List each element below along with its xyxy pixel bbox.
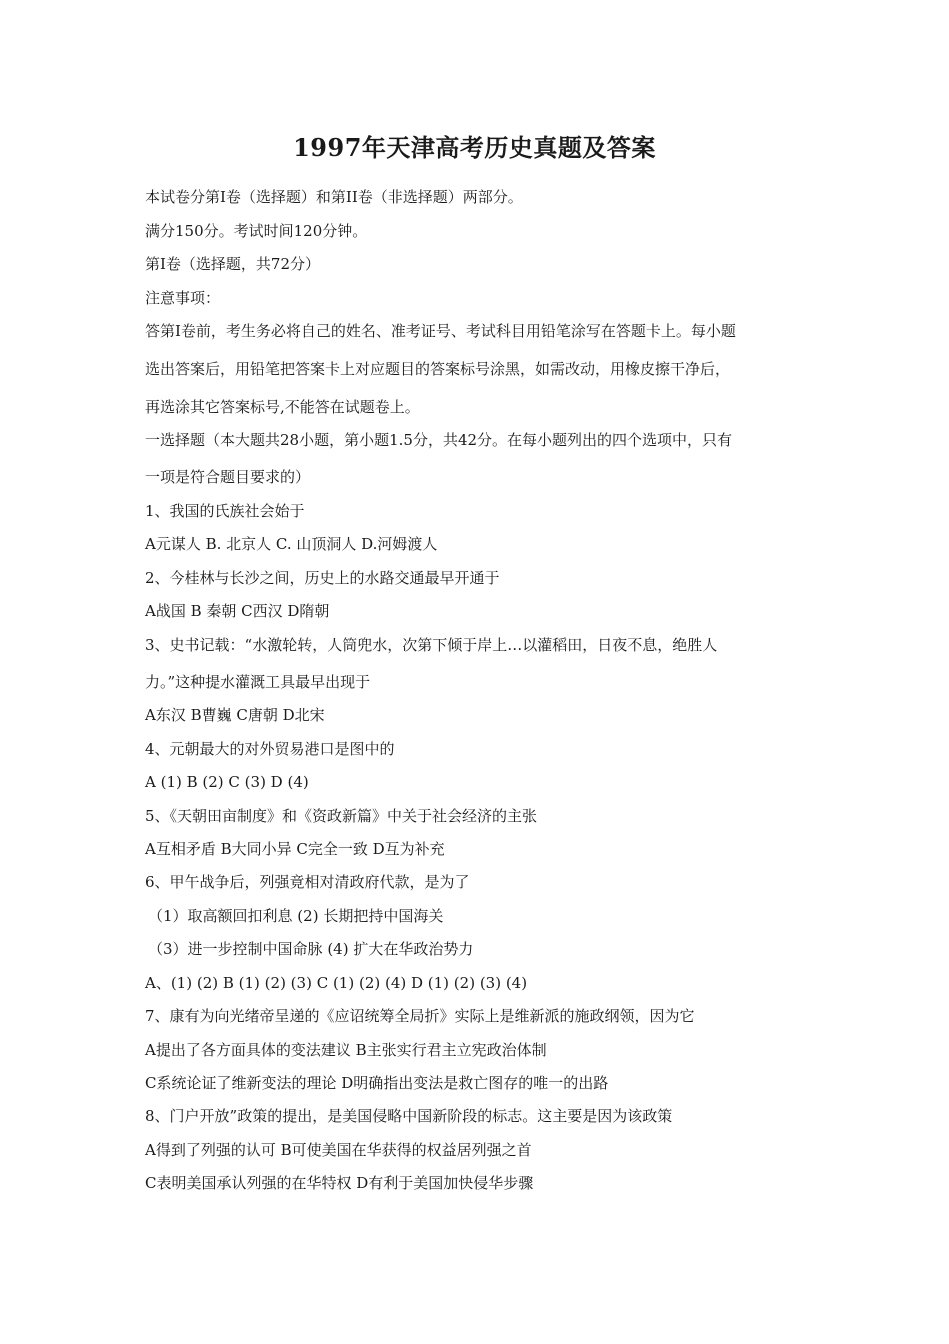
question-options: C系统论证了维新变法的理论 D明确指出变法是救亡图存的唯一的出路 (145, 1074, 609, 1092)
question-stem: 1、我国的氏族社会始于 (145, 502, 305, 520)
question-options: A互相矛盾 B大同小异 C完全一致 D互为补充 (145, 840, 445, 858)
notice-line: 选出答案后，用铅笔把答案卡上对应题目的答案标号涂黑，如需改动，用橡皮擦干净后， (145, 360, 731, 378)
question-item: （1）取高额回扣利息 (2) 长期把持中国海关 (148, 907, 444, 925)
section-heading: 第I卷（选择题，共72分） (145, 255, 321, 273)
document-title: 1997年天津高考历史真题及答案 (293, 133, 656, 162)
question-options: A得到了列强的认可 B可使美国在华获得的权益居列强之首 (145, 1141, 532, 1159)
question-item: （3）进一步控制中国命脉 (4) 扩大在华政治势力 (148, 940, 474, 958)
question-stem: 8、门户开放”政策的提出，是美国侵略中国新阶段的标志。这主要是因为该政策 (145, 1107, 673, 1125)
notice-line: 再选涂其它答案标号,不能答在试题卷上。 (145, 398, 420, 416)
question-options: C表明美国承认列强的在华特权 D有利于美国加快侵华步骤 (145, 1174, 534, 1192)
notice-heading: 注意事项： (145, 289, 221, 307)
question-stem: 4、元朝最大的对外贸易港口是图中的 (145, 740, 395, 758)
question-options: A提出了各方面具体的变法建议 B主张实行君主立宪政治体制 (145, 1041, 547, 1059)
question-options: A战国 B 秦朝 C西汉 D隋朝 (145, 602, 330, 620)
question-stem: 7、康有为向光绪帝呈递的《应诏统筹全局折》实际上是维新派的施政纲领，因为它 (145, 1007, 695, 1025)
section-intro-line: 一项是符合题目要求的） (145, 468, 311, 486)
notice-line: 答第I卷前，考生务必将自己的姓名、准考证号、考试科目用铅笔涂写在答题卡上。每小题 (145, 322, 736, 340)
question-options: A (1) B (2) C (3) D (4) (145, 773, 309, 791)
question-stem: 3、史书记载：“水激轮转，人筒兜水，次第下倾于岸上…以灌稻田，日夜不息，绝胜人 (145, 636, 718, 654)
question-options: A元谋人 B. 北京人 C. 山顶洞人 D.河姆渡人 (145, 535, 438, 553)
question-stem: 5、《天朝田亩制度》和《资政新篇》中关于社会经济的主张 (145, 807, 538, 825)
section-intro-line: 一选择题（本大题共28小题，第小题1.5分，共42分。在每小题列出的四个选项中，只有 (145, 431, 733, 449)
intro-line: 满分150分。考试时间120分钟。 (145, 222, 368, 240)
question-stem: 2、今桂林与长沙之间，历史上的水路交通最早开通于 (145, 569, 500, 587)
question-options: A、(1) (2) B (1) (2) (3) C (1) (2) (4) D (1) (2) (3) (4) (145, 974, 528, 992)
question-stem: 6、甲午战争后，列强竟相对清政府代款，是为了 (145, 873, 470, 891)
intro-line: 本试卷分第I卷（选择题）和第II卷（非选择题）两部分。 (145, 188, 523, 206)
question-stem: 力。”这种提水灌溉工具最早出现于 (145, 673, 371, 691)
question-options: A东汉 B曹巍 C唐朝 D北宋 (145, 706, 325, 724)
